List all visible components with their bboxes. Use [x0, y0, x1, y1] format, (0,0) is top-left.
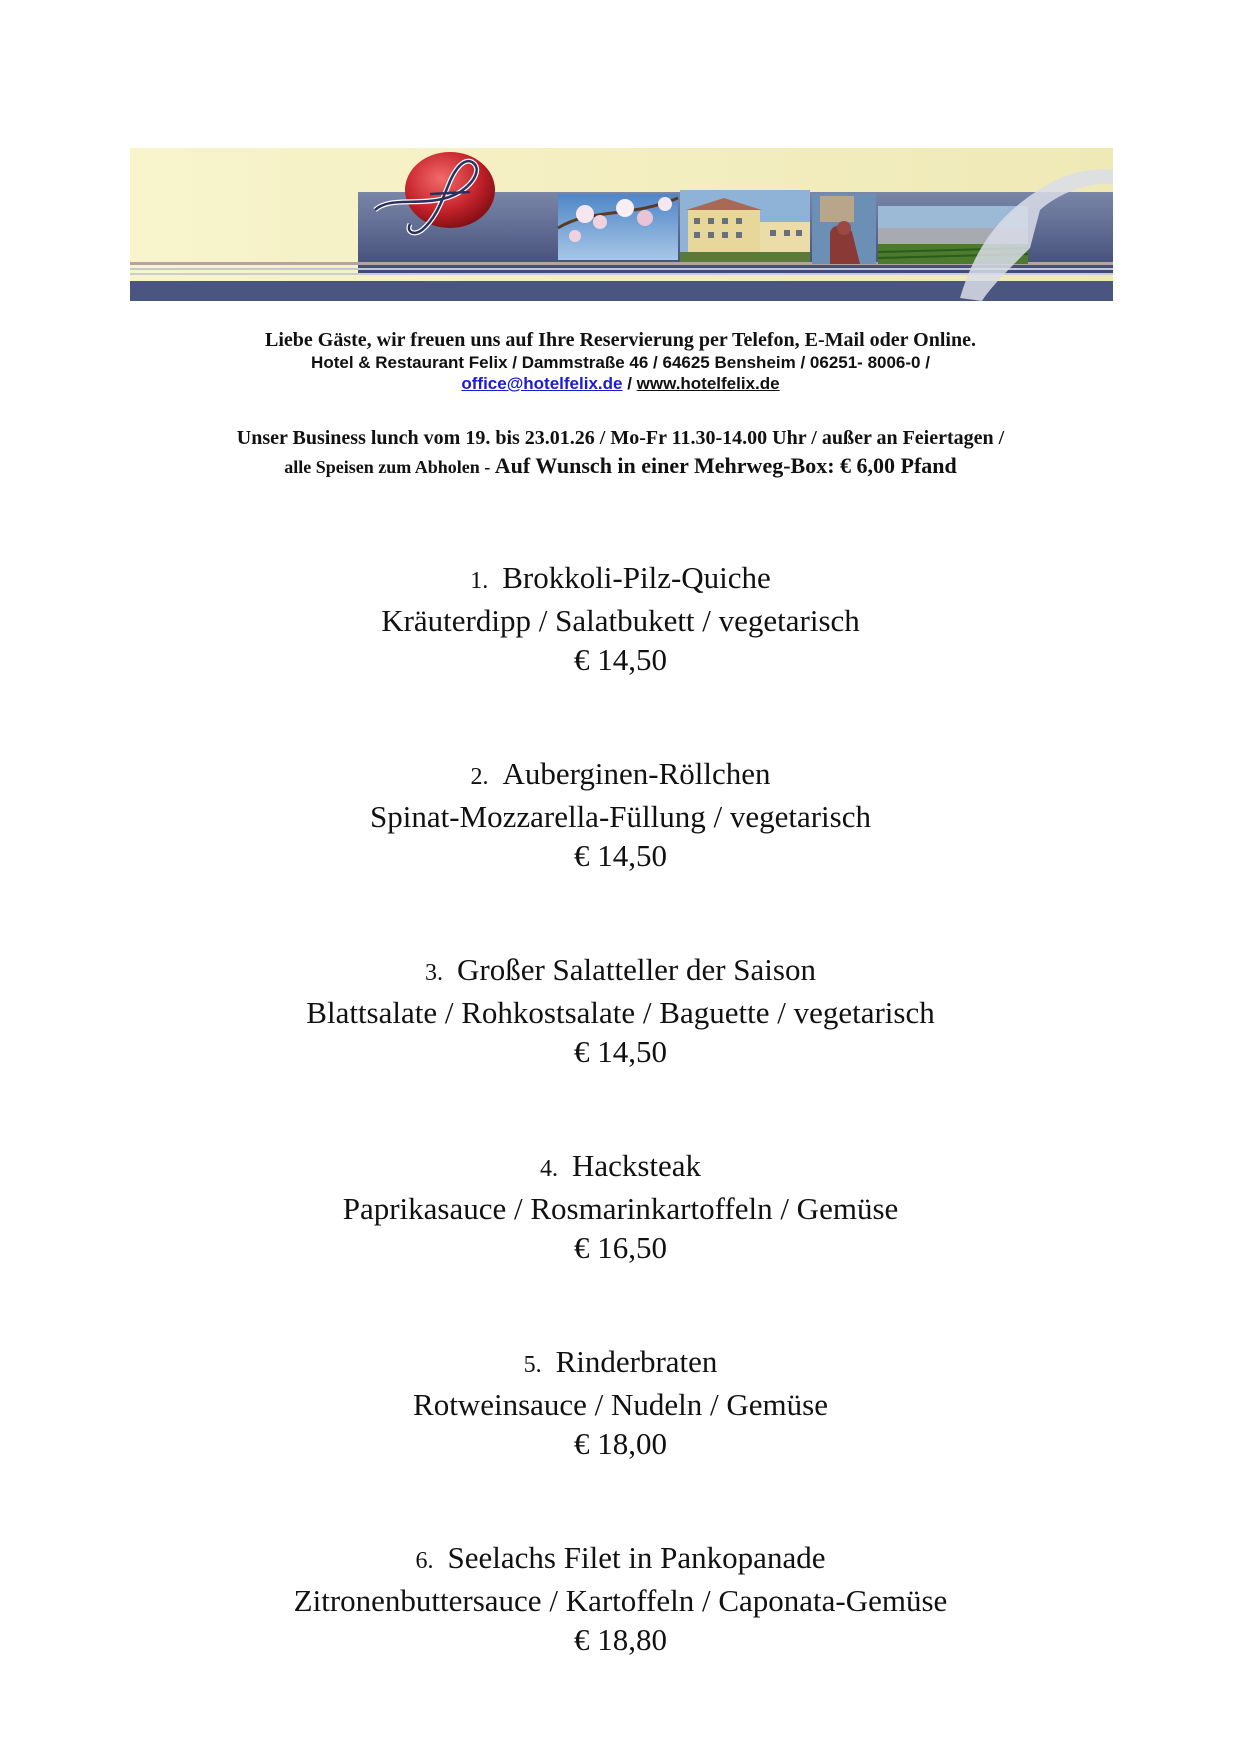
photo-hotel — [680, 190, 810, 262]
email-link[interactable]: office@hotelfelix.de — [461, 374, 623, 393]
menu-item — [0, 1538, 1241, 1659]
item-number: 2. — [470, 764, 489, 790]
item-price: € 16,50 — [574, 1230, 667, 1265]
item-price: € 14,50 — [574, 642, 667, 677]
item-description: Blattsalate / Rohkostsalate / Baguette / vegetarisch — [306, 995, 935, 1030]
photo-statue — [812, 194, 876, 264]
photo-blossom — [558, 194, 678, 260]
website-link[interactable]: www.hotelfelix.de — [636, 374, 780, 393]
item-price: € 14,50 — [574, 1034, 667, 1069]
reusable-box-text: Auf Wunsch in einer Mehrweg-Box: € 6,00 Pfand — [494, 453, 957, 478]
menu-item — [0, 950, 1241, 1071]
item-number: 6. — [415, 1548, 434, 1574]
item-description: Paprikasauce / Rosmarinkartoffeln / Gemüse — [342, 1191, 899, 1226]
lunch-info — [0, 424, 1241, 481]
item-name: Hacksteak — [571, 1148, 702, 1183]
header-banner — [130, 148, 1113, 301]
banner-graphic — [130, 148, 1113, 301]
address-text: Hotel & Restaurant Felix / Dammstraße 46 / 64625 Bensheim / 06251- 8006-0 / — [311, 353, 930, 372]
menu-item — [0, 754, 1241, 875]
item-name: Seelachs Filet in Pankopanade — [447, 1540, 826, 1575]
item-price: € 18,80 — [574, 1622, 667, 1657]
item-description: Kräuterdipp / Salatbukett / vegetarisch — [381, 603, 860, 638]
separator: / — [622, 374, 637, 393]
contact-links — [0, 373, 1241, 395]
lunch-takeaway — [0, 452, 1241, 481]
item-description: Rotweinsauce / Nudeln / Gemüse — [413, 1387, 828, 1422]
item-name: Auberginen-Röllchen — [502, 756, 771, 791]
item-description: Zitronenbuttersauce / Kartoffeln / Caponata-Gemüse — [293, 1583, 948, 1618]
item-description: Spinat-Mozzarella-Füllung / vegetarisch — [369, 799, 871, 834]
menu-item — [0, 1146, 1241, 1267]
item-number: 3. — [425, 960, 444, 986]
menu-item — [0, 1342, 1241, 1463]
contact-info — [0, 328, 1241, 395]
greeting-text: Liebe Gäste, wir freuen uns auf Ihre Reservierung per Telefon, E-Mail oder Online. — [265, 329, 976, 351]
menu-item — [0, 558, 1241, 679]
menu-list — [0, 558, 1241, 1734]
item-name: Rinderbraten — [555, 1344, 718, 1379]
item-name: Großer Salatteller der Saison — [457, 952, 816, 987]
logo-icon — [405, 152, 495, 228]
item-name: Brokkoli-Pilz-Quiche — [502, 560, 771, 595]
item-number: 1. — [470, 568, 489, 594]
takeaway-text: alle Speisen zum Abholen - — [284, 457, 495, 477]
item-price: € 14,50 — [574, 838, 667, 873]
item-price: € 18,00 — [574, 1426, 667, 1461]
lunch-dates: Unser Business lunch vom 19. bis 23.01.26 / Mo-Fr 11.30-14.00 Uhr / außer an Feiertagen / — [236, 427, 1005, 449]
item-number: 5. — [523, 1352, 542, 1378]
item-number: 4. — [539, 1156, 558, 1182]
